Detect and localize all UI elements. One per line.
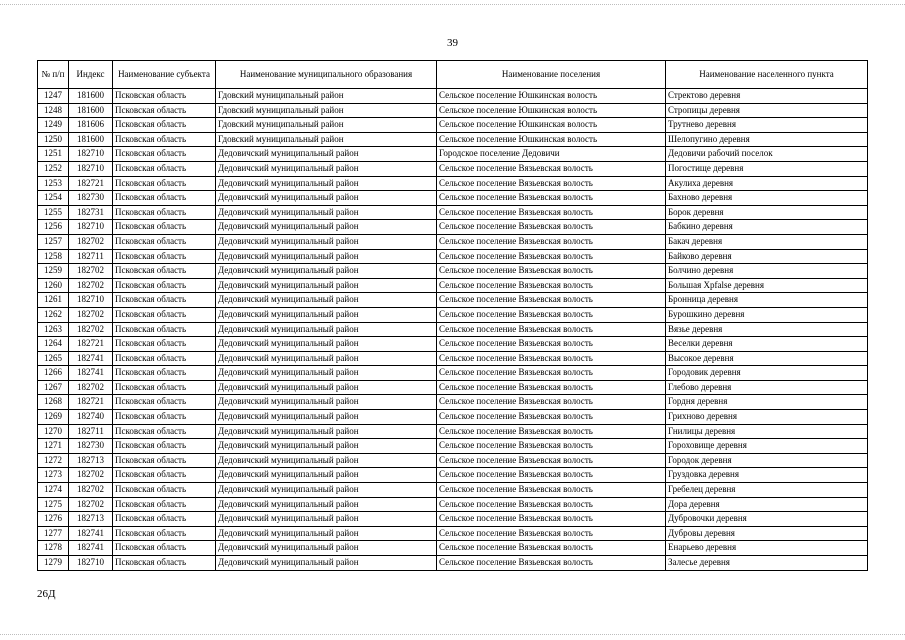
row-number: 1249 xyxy=(38,118,69,133)
municipality-name: Дедовичский муниципальный район xyxy=(216,249,437,264)
municipality-name: Дедовичский муниципальный район xyxy=(216,483,437,498)
footer-code: 26Д xyxy=(37,588,56,600)
table-row xyxy=(38,264,868,279)
subject-name: Псковская область xyxy=(113,556,216,571)
row-number: 1270 xyxy=(38,424,69,439)
settlement-name: Сельское поселение Вязьевская волость xyxy=(437,497,666,512)
postal-index: 182713 xyxy=(69,512,113,527)
table-row xyxy=(38,278,868,293)
row-number: 1264 xyxy=(38,337,69,352)
locality-name: Залесье деревня xyxy=(666,556,868,571)
subject-name: Псковская область xyxy=(113,366,216,381)
row-number: 1254 xyxy=(38,191,69,206)
subject-name: Псковская область xyxy=(113,132,216,147)
locality-name: Болчино деревня xyxy=(666,264,868,279)
locality-name: Бахново деревня xyxy=(666,191,868,206)
municipality-name: Дедовичский муниципальный район xyxy=(216,512,437,527)
settlement-name: Сельское поселение Вязьевская волость xyxy=(437,249,666,264)
settlement-name: Сельское поселение Вязьевская волость xyxy=(437,483,666,498)
settlement-name: Сельское поселение Вязьевская волость xyxy=(437,526,666,541)
row-number: 1262 xyxy=(38,307,69,322)
settlement-name: Сельское поселение Вязьевская волость xyxy=(437,453,666,468)
locality-name: Вязье деревня xyxy=(666,322,868,337)
subject-name: Псковская область xyxy=(113,483,216,498)
municipality-name: Дедовичский муниципальный район xyxy=(216,497,437,512)
settlement-name: Сельское поселение Юшкинская волость xyxy=(437,103,666,118)
postal-index: 182730 xyxy=(69,191,113,206)
subject-name: Псковская область xyxy=(113,147,216,162)
postal-index: 182741 xyxy=(69,351,113,366)
table-row xyxy=(38,307,868,322)
settlement-name: Сельское поселение Вязьевская волость xyxy=(437,278,666,293)
table-row xyxy=(38,337,868,352)
postal-index: 182702 xyxy=(69,483,113,498)
municipality-name: Дедовичский муниципальный район xyxy=(216,526,437,541)
municipality-name: Дедовичский муниципальный район xyxy=(216,293,437,308)
table-row xyxy=(38,161,868,176)
row-number: 1275 xyxy=(38,497,69,512)
postal-index: 182710 xyxy=(69,293,113,308)
table-row xyxy=(38,89,868,104)
municipality-name: Дедовичский муниципальный район xyxy=(216,191,437,206)
locality-name: Гордня деревня xyxy=(666,395,868,410)
locality-name: Шелопугино деревня xyxy=(666,132,868,147)
row-number: 1268 xyxy=(38,395,69,410)
scan-edge-bottom xyxy=(0,634,905,636)
settlement-name: Сельское поселение Вязьевская волость xyxy=(437,307,666,322)
row-number: 1266 xyxy=(38,366,69,381)
municipality-name: Дедовичский муниципальный район xyxy=(216,424,437,439)
row-number: 1255 xyxy=(38,205,69,220)
table-row xyxy=(38,220,868,235)
locality-name: Дубровочки деревня xyxy=(666,512,868,527)
postal-index: 182710 xyxy=(69,220,113,235)
locality-name: Большая Хрfalse деревня xyxy=(666,278,868,293)
subject-name: Псковская область xyxy=(113,410,216,425)
postal-index: 182721 xyxy=(69,337,113,352)
settlement-name: Сельское поселение Юшкинская волость xyxy=(437,118,666,133)
row-number: 1259 xyxy=(38,264,69,279)
locality-name: Грихново деревня xyxy=(666,410,868,425)
row-number: 1265 xyxy=(38,351,69,366)
locality-name: Груздовка деревня xyxy=(666,468,868,483)
subject-name: Псковская область xyxy=(113,176,216,191)
subject-name: Псковская область xyxy=(113,526,216,541)
subject-name: Псковская область xyxy=(113,307,216,322)
subject-name: Псковская область xyxy=(113,497,216,512)
settlement-name: Сельское поселение Вязьевская волость xyxy=(437,176,666,191)
row-number: 1267 xyxy=(38,380,69,395)
row-number: 1274 xyxy=(38,483,69,498)
row-number: 1251 xyxy=(38,147,69,162)
postal-index: 182721 xyxy=(69,176,113,191)
settlement-name: Городское поселение Дедовичи xyxy=(437,147,666,162)
locality-name: Погостище деревня xyxy=(666,161,868,176)
postal-index: 182702 xyxy=(69,264,113,279)
locality-name: Бурошкино деревня xyxy=(666,307,868,322)
table-row xyxy=(38,468,868,483)
locality-name: Бронница деревня xyxy=(666,293,868,308)
subject-name: Псковская область xyxy=(113,380,216,395)
locality-name: Енарьево деревня xyxy=(666,541,868,556)
settlement-name: Сельское поселение Вязьевская волость xyxy=(437,541,666,556)
table-row xyxy=(38,322,868,337)
settlement-name: Сельское поселение Вязьевская волость xyxy=(437,322,666,337)
table-row xyxy=(38,176,868,191)
row-number: 1261 xyxy=(38,293,69,308)
subject-name: Псковская область xyxy=(113,337,216,352)
municipality-name: Дедовичский муниципальный район xyxy=(216,366,437,381)
table-row xyxy=(38,205,868,220)
municipality-name: Дедовичский муниципальный район xyxy=(216,220,437,235)
municipality-name: Гдовский муниципальный район xyxy=(216,118,437,133)
settlement-name: Сельское поселение Вязьевская волость xyxy=(437,410,666,425)
table-row xyxy=(38,234,868,249)
row-number: 1250 xyxy=(38,132,69,147)
locality-name: Борок деревня xyxy=(666,205,868,220)
settlement-name: Сельское поселение Вязьевская волость xyxy=(437,424,666,439)
row-number: 1248 xyxy=(38,103,69,118)
municipality-name: Дедовичский муниципальный район xyxy=(216,453,437,468)
postal-index: 182730 xyxy=(69,439,113,454)
settlement-name: Сельское поселение Юшкинская волость xyxy=(437,132,666,147)
postal-index: 182741 xyxy=(69,541,113,556)
settlement-name: Сельское поселение Вязьевская волость xyxy=(437,366,666,381)
locality-name: Глебово деревня xyxy=(666,380,868,395)
settlement-name: Сельское поселение Вязьевская волость xyxy=(437,220,666,235)
municipality-name: Дедовичский муниципальный район xyxy=(216,556,437,571)
table-header-row xyxy=(38,61,868,89)
postal-index: 182731 xyxy=(69,205,113,220)
column-header-index: Индекс xyxy=(69,61,113,89)
postal-index: 181600 xyxy=(69,132,113,147)
column-header-subject: Наименование субъекта xyxy=(113,61,216,89)
subject-name: Псковская область xyxy=(113,512,216,527)
table-row xyxy=(38,191,868,206)
table-row xyxy=(38,497,868,512)
table-row xyxy=(38,366,868,381)
municipality-name: Дедовичский муниципальный район xyxy=(216,468,437,483)
subject-name: Псковская область xyxy=(113,191,216,206)
column-header-number: № п/п xyxy=(38,61,69,89)
column-header-municipality: Наименование муниципального образования xyxy=(216,61,437,89)
subject-name: Псковская область xyxy=(113,351,216,366)
subject-name: Псковская область xyxy=(113,278,216,293)
municipality-name: Дедовичский муниципальный район xyxy=(216,264,437,279)
postal-index: 182710 xyxy=(69,147,113,162)
postal-index: 182710 xyxy=(69,556,113,571)
postal-index: 182702 xyxy=(69,380,113,395)
municipality-name: Дедовичский муниципальный район xyxy=(216,337,437,352)
table-row xyxy=(38,118,868,133)
municipality-name: Дедовичский муниципальный район xyxy=(216,278,437,293)
locality-name: Дедовичи рабочий поселок xyxy=(666,147,868,162)
row-number: 1272 xyxy=(38,453,69,468)
subject-name: Псковская область xyxy=(113,541,216,556)
locality-name: Трутнево деревня xyxy=(666,118,868,133)
settlement-name: Сельское поселение Юшкинская волость xyxy=(437,89,666,104)
row-number: 1258 xyxy=(38,249,69,264)
postal-index: 182702 xyxy=(69,234,113,249)
table-row xyxy=(38,453,868,468)
locality-name: Гребелец деревня xyxy=(666,483,868,498)
subject-name: Псковская область xyxy=(113,249,216,264)
locality-name: Высокое деревня xyxy=(666,351,868,366)
postal-index: 182713 xyxy=(69,453,113,468)
row-number: 1253 xyxy=(38,176,69,191)
locality-name: Стропицы деревня xyxy=(666,103,868,118)
row-number: 1247 xyxy=(38,89,69,104)
postal-index: 181606 xyxy=(69,118,113,133)
settlement-name: Сельское поселение Вязьевская волость xyxy=(437,191,666,206)
table-row xyxy=(38,439,868,454)
row-number: 1271 xyxy=(38,439,69,454)
postal-index: 182702 xyxy=(69,497,113,512)
municipality-name: Дедовичский муниципальный район xyxy=(216,307,437,322)
locality-name: Дубровы деревня xyxy=(666,526,868,541)
municipality-name: Дедовичский муниципальный район xyxy=(216,439,437,454)
municipality-name: Дедовичский муниципальный район xyxy=(216,351,437,366)
postal-index: 182702 xyxy=(69,468,113,483)
row-number: 1278 xyxy=(38,541,69,556)
subject-name: Псковская область xyxy=(113,322,216,337)
municipality-name: Гдовский муниципальный район xyxy=(216,132,437,147)
table-row xyxy=(38,132,868,147)
table-body xyxy=(38,89,868,571)
postal-index: 182710 xyxy=(69,161,113,176)
locality-name: Гнилицы деревня xyxy=(666,424,868,439)
row-number: 1263 xyxy=(38,322,69,337)
table-row xyxy=(38,556,868,571)
settlement-name: Сельское поселение Вязьевская волость xyxy=(437,337,666,352)
postal-index: 182721 xyxy=(69,395,113,410)
settlement-name: Сельское поселение Вязьевская волость xyxy=(437,468,666,483)
table-row xyxy=(38,410,868,425)
locality-name: Байково деревня xyxy=(666,249,868,264)
settlement-name: Сельское поселение Вязьевская волость xyxy=(437,293,666,308)
locality-name: Дора деревня xyxy=(666,497,868,512)
table-row xyxy=(38,147,868,162)
column-header-locality: Наименование населенного пункта xyxy=(666,61,868,89)
municipality-name: Дедовичский муниципальный район xyxy=(216,380,437,395)
municipality-name: Дедовичский муниципальный район xyxy=(216,395,437,410)
row-number: 1279 xyxy=(38,556,69,571)
row-number: 1276 xyxy=(38,512,69,527)
table-row xyxy=(38,541,868,556)
subject-name: Псковская область xyxy=(113,453,216,468)
table-row xyxy=(38,249,868,264)
settlement-name: Сельское поселение Вязьевская волость xyxy=(437,556,666,571)
locality-name: Акулиха деревня xyxy=(666,176,868,191)
settlement-name: Сельское поселение Вязьевская волость xyxy=(437,512,666,527)
settlement-name: Сельское поселение Вязьевская волость xyxy=(437,351,666,366)
subject-name: Псковская область xyxy=(113,424,216,439)
row-number: 1277 xyxy=(38,526,69,541)
row-number: 1273 xyxy=(38,468,69,483)
postal-index: 182702 xyxy=(69,307,113,322)
municipality-name: Дедовичский муниципальный район xyxy=(216,176,437,191)
row-number: 1256 xyxy=(38,220,69,235)
municipality-name: Гдовский муниципальный район xyxy=(216,103,437,118)
page-number: 39 xyxy=(447,37,458,49)
locality-name: Бакач деревня xyxy=(666,234,868,249)
locality-name: Стректово деревня xyxy=(666,89,868,104)
subject-name: Псковская область xyxy=(113,439,216,454)
table-row xyxy=(38,380,868,395)
subject-name: Псковская область xyxy=(113,220,216,235)
table-row xyxy=(38,293,868,308)
municipality-name: Дедовичский муниципальный район xyxy=(216,161,437,176)
subject-name: Псковская область xyxy=(113,395,216,410)
postal-index: 182711 xyxy=(69,424,113,439)
settlement-name: Сельское поселение Вязьевская волость xyxy=(437,439,666,454)
settlement-name: Сельское поселение Вязьевская волость xyxy=(437,205,666,220)
locality-name: Гороховище деревня xyxy=(666,439,868,454)
postal-index: 182741 xyxy=(69,526,113,541)
locality-name: Веселки деревня xyxy=(666,337,868,352)
municipality-name: Дедовичский муниципальный район xyxy=(216,541,437,556)
locality-name: Бабкино деревня xyxy=(666,220,868,235)
table-row xyxy=(38,395,868,410)
subject-name: Псковская область xyxy=(113,205,216,220)
settlement-name: Сельское поселение Вязьевская волость xyxy=(437,380,666,395)
subject-name: Псковская область xyxy=(113,89,216,104)
table-row xyxy=(38,512,868,527)
table-row xyxy=(38,483,868,498)
table-row xyxy=(38,351,868,366)
subject-name: Псковская область xyxy=(113,103,216,118)
locality-name: Городок деревня xyxy=(666,453,868,468)
municipality-name: Дедовичский муниципальный район xyxy=(216,234,437,249)
column-header-settlement: Наименование поселения xyxy=(437,61,666,89)
locality-name: Городовик деревня xyxy=(666,366,868,381)
subject-name: Псковская область xyxy=(113,264,216,279)
subject-name: Псковская область xyxy=(113,468,216,483)
postal-index: 181600 xyxy=(69,89,113,104)
postal-index: 182702 xyxy=(69,278,113,293)
row-number: 1260 xyxy=(38,278,69,293)
row-number: 1252 xyxy=(38,161,69,176)
postal-index: 182702 xyxy=(69,322,113,337)
municipality-name: Дедовичский муниципальный район xyxy=(216,410,437,425)
subject-name: Псковская область xyxy=(113,161,216,176)
table-row xyxy=(38,424,868,439)
scan-edge-top xyxy=(0,4,905,6)
row-number: 1257 xyxy=(38,234,69,249)
municipality-name: Дедовичский муниципальный район xyxy=(216,205,437,220)
subject-name: Псковская область xyxy=(113,118,216,133)
postal-index: 182741 xyxy=(69,366,113,381)
table-row xyxy=(38,103,868,118)
postal-index: 181600 xyxy=(69,103,113,118)
settlements-table xyxy=(37,60,868,571)
settlement-name: Сельское поселение Вязьевская волость xyxy=(437,264,666,279)
postal-index: 182711 xyxy=(69,249,113,264)
municipality-name: Гдовский муниципальный район xyxy=(216,89,437,104)
municipality-name: Дедовичский муниципальный район xyxy=(216,147,437,162)
subject-name: Псковская область xyxy=(113,234,216,249)
settlement-name: Сельское поселение Вязьевская волость xyxy=(437,395,666,410)
table-row xyxy=(38,526,868,541)
row-number: 1269 xyxy=(38,410,69,425)
settlement-name: Сельское поселение Вязьевская волость xyxy=(437,161,666,176)
settlement-name: Сельское поселение Вязьевская волость xyxy=(437,234,666,249)
municipality-name: Дедовичский муниципальный район xyxy=(216,322,437,337)
subject-name: Псковская область xyxy=(113,293,216,308)
postal-index: 182740 xyxy=(69,410,113,425)
